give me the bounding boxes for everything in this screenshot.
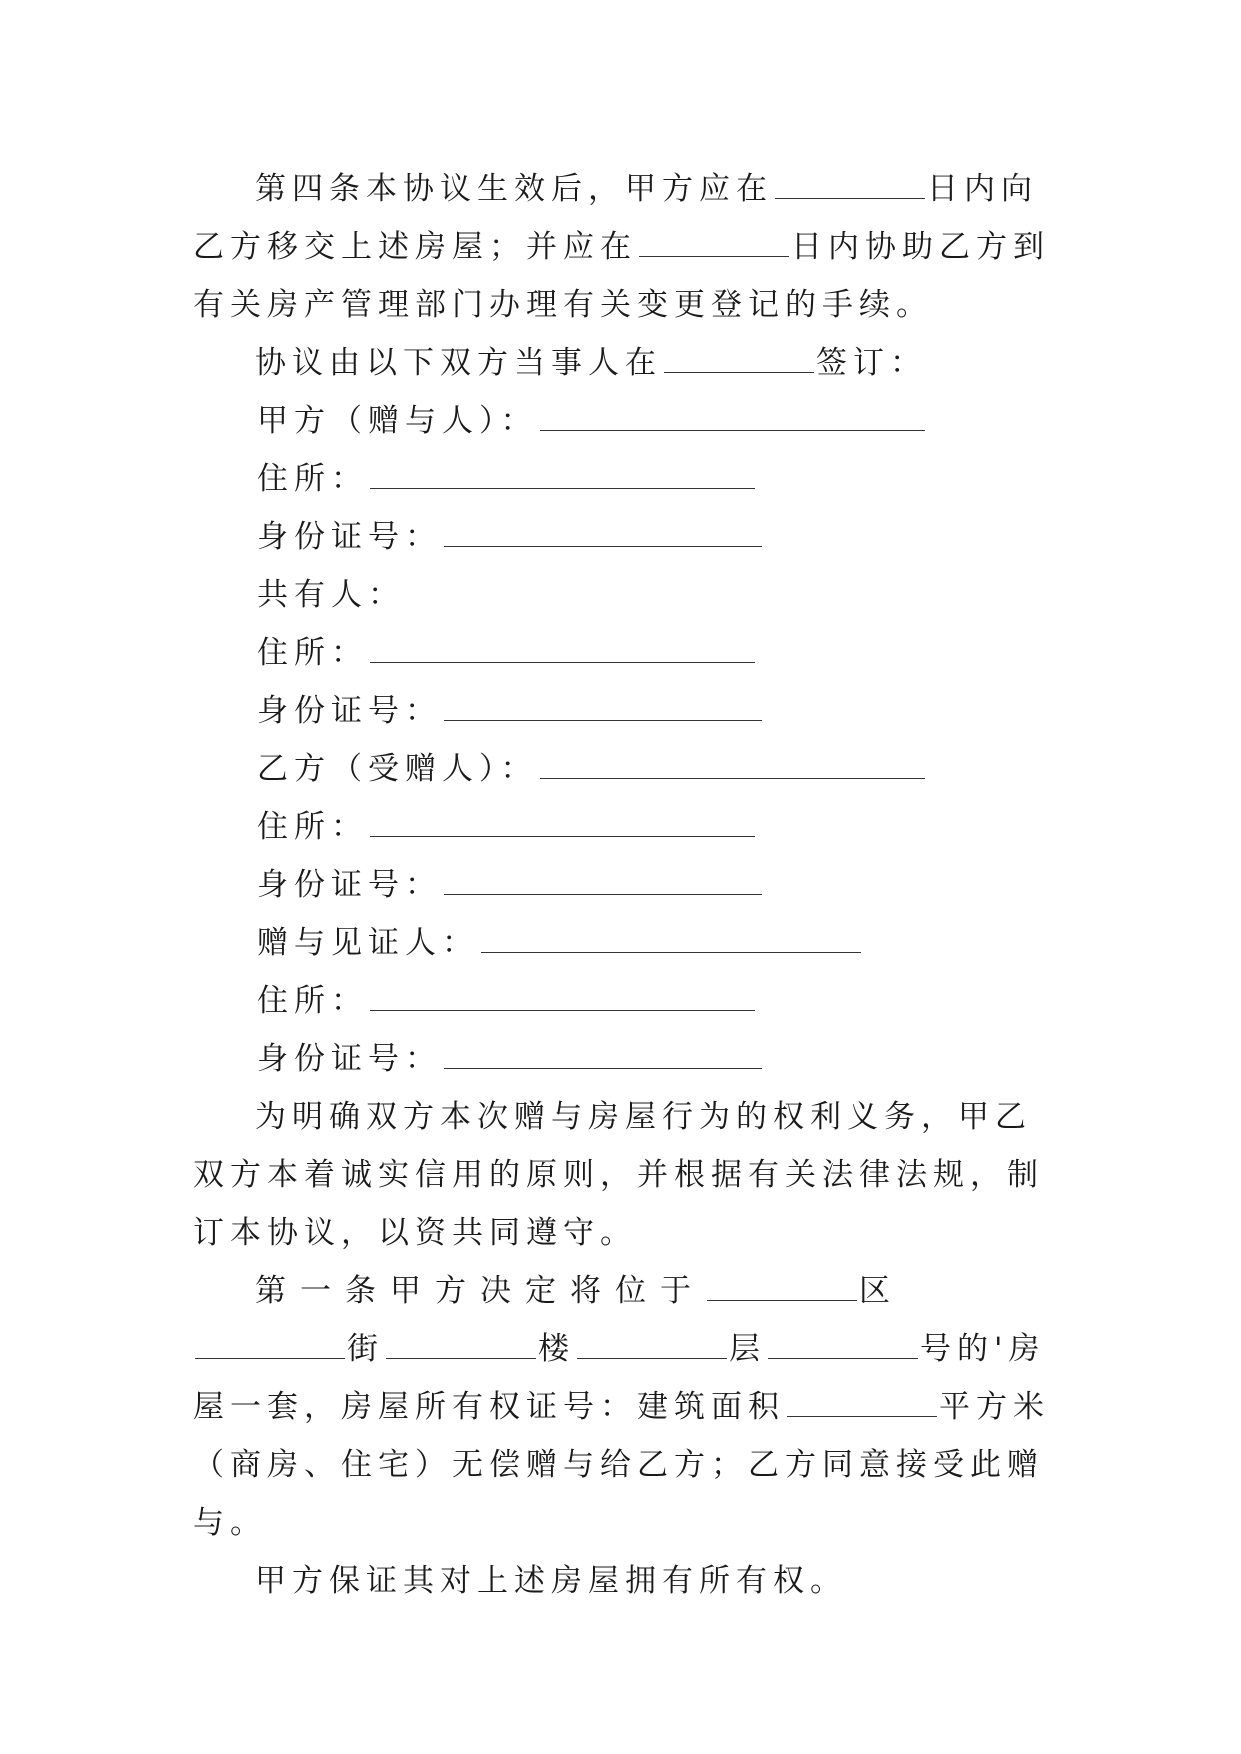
article-1-text-1: 第一条甲方决定将位于 [255,1273,705,1309]
witness-id-blank[interactable] [444,1040,762,1069]
days-blank-1[interactable] [775,170,925,199]
co-owner-label: 共有人： [257,577,405,613]
document-page [193,160,1053,1610]
party-a-id-label: 身份证号： [257,519,442,555]
co-owner-address-blank[interactable] [370,634,755,663]
party-a-line [193,392,1053,450]
party-a-address-label: 住所： [257,461,368,497]
sign-place-line [193,334,1053,392]
party-b-address-label: 住所： [257,809,368,845]
party-b-id-blank[interactable] [444,866,762,895]
party-b-blank[interactable] [540,750,925,779]
party-b-address-blank[interactable] [370,808,755,837]
witness-id-line [193,1030,1053,1088]
witness-address-label: 住所： [257,983,368,1019]
article-1-text-3: 街 [347,1331,384,1367]
article-1-text-2: 区 [859,1273,904,1309]
article-1-text-7: 平方米（商房、住宅）无偿赠与给乙方；乙方同意接受此赠与。 [193,1389,1050,1541]
building-blank[interactable] [386,1330,536,1359]
street-blank[interactable] [195,1330,345,1359]
district-blank[interactable] [707,1272,857,1301]
sign-place-blank[interactable] [664,344,814,373]
party-a-id-blank[interactable] [444,518,762,547]
co-owner-id-blank[interactable] [444,692,762,721]
party-b-id-line [193,856,1053,914]
article-1-text-5: 层 [729,1331,766,1367]
article-4-text-2: 日内向乙方移交上述房屋；并应在 [193,171,1038,265]
witness-id-label: 身份证号： [257,1041,442,1077]
party-a-address-line [193,450,1053,508]
co-owner-id-line [193,682,1053,740]
witness-line [193,914,1053,972]
co-owner-id-label: 身份证号： [257,693,442,729]
days-blank-2[interactable] [639,228,789,257]
co-owner-address-line [193,624,1053,682]
article-4-paragraph [193,160,1053,334]
witness-address-blank[interactable] [370,982,755,1011]
party-a-id-line [193,508,1053,566]
preamble-paragraph: 为明确双方本次赠与房屋行为的权利义务，甲乙双方本着诚实信用的原则，并根据有关法律法规，制订本协议，以资共同遵守。 [193,1099,1044,1251]
floor-blank[interactable] [577,1330,727,1359]
party-b-id-label: 身份证号： [257,867,442,903]
party-b-line [193,740,1053,798]
sign-place-text-1: 协议由以下双方当事人在 [255,345,662,381]
article-1-text-6: 号的'房屋一套，房屋所有权证号：建筑面积 [193,1331,1046,1425]
party-a-label: 甲方（赠与人）： [257,403,538,439]
guarantee-paragraph: 甲方保证其对上述房屋拥有所有权。 [255,1563,847,1599]
article-1-text-4: 楼 [538,1331,575,1367]
area-blank[interactable] [787,1388,937,1417]
party-b-address-line [193,798,1053,856]
number-blank[interactable] [768,1330,918,1359]
witness-blank[interactable] [481,924,861,953]
witness-address-line [193,972,1053,1030]
article-4-text-3: 日内协助乙方到有关房产管理部门办理有关变更登记的手续。 [193,229,1050,323]
witness-label: 赠与见证人： [257,925,479,961]
party-a-blank[interactable] [540,402,925,431]
sign-place-text-2: 签订： [816,345,927,381]
party-a-address-blank[interactable] [370,460,755,489]
article-4-text-1: 第四条本协议生效后，甲方应在 [255,171,773,207]
co-owner-address-label: 住所： [257,635,368,671]
article-1-paragraph [193,1262,1053,1552]
co-owner-line [193,566,1053,624]
party-b-label: 乙方（受赠人）： [257,751,538,787]
